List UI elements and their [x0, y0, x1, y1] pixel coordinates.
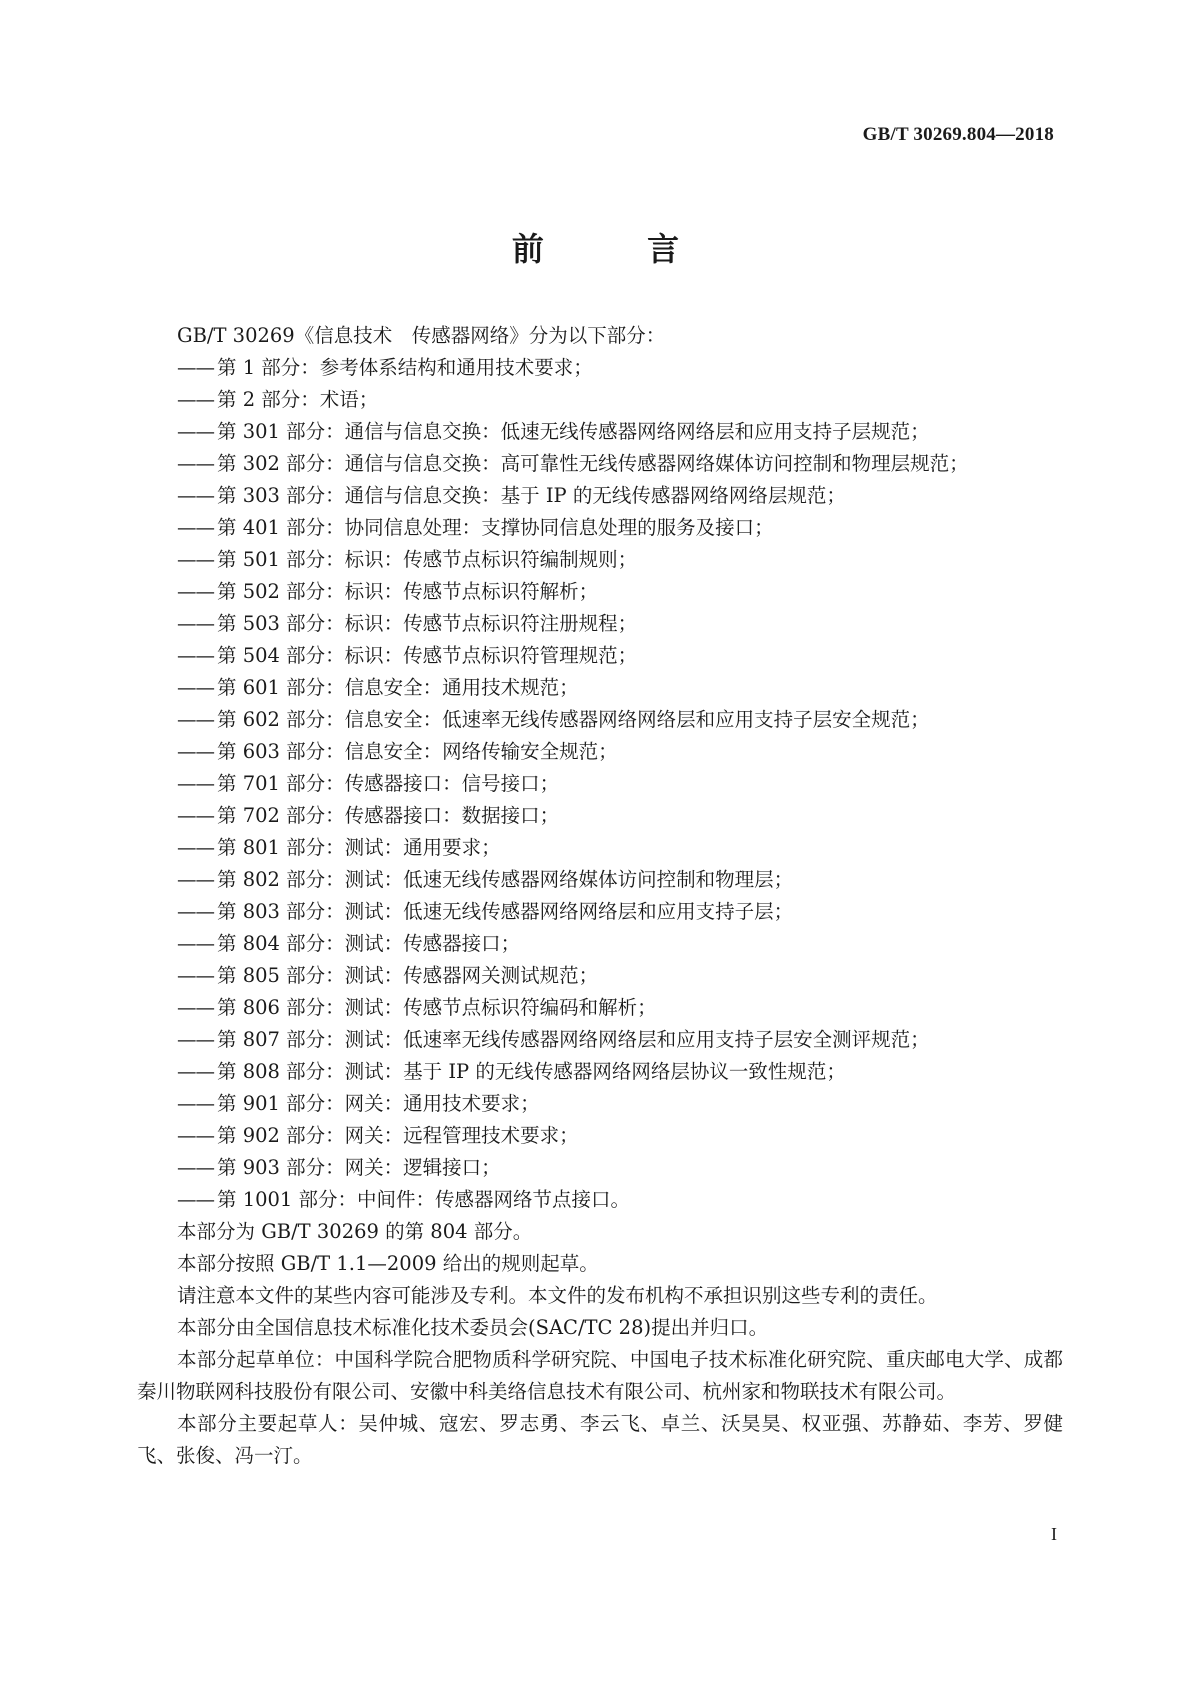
part-list-item: [137, 864, 1063, 896]
dash-bullet: ——: [177, 1028, 214, 1051]
part-list-item: [137, 512, 1063, 544]
part-list-item: [137, 544, 1063, 576]
standard-code: GB/T 30269.804—2018: [862, 124, 1054, 145]
part-list-item: [137, 704, 1063, 736]
part-list-item-text: 第 1001 部分：中间件：传感器网络节点接口。: [217, 1188, 631, 1211]
part-list-item-text: 第 804 部分：测试：传感器接口；: [217, 932, 521, 955]
paragraph-drafting-units: 本部分起草单位：中国科学院合肥物质科学研究院、中国电子技术标准化研究院、重庆邮电大学、成都秦川物联网科技股份有限公司、安徽中科美络信息技术有限公司、杭州家和物联技术有限公司。: [137, 1348, 1063, 1403]
dash-bullet: ——: [177, 1156, 214, 1179]
dash-bullet: ——: [177, 932, 214, 955]
dash-bullet: ——: [177, 900, 214, 923]
part-list-item: [137, 480, 1063, 512]
part-list-item-text: 第 302 部分：通信与信息交换：高可靠性无线传感器网络媒体访问控制和物理层规范；: [217, 452, 969, 475]
part-list-item: [137, 672, 1063, 704]
part-list-item-text: 第 602 部分：信息安全：低速率无线传感器网络网络层和应用支持子层安全规范；: [217, 708, 930, 731]
part-list-item: [137, 1184, 1063, 1216]
part-list-item: [137, 800, 1063, 832]
part-list-item: [137, 384, 1063, 416]
paragraph-part-number: 本部分为 GB/T 30269 的第 804 部分。: [177, 1220, 533, 1243]
part-list-item: [137, 1024, 1063, 1056]
dash-bullet: ——: [177, 1060, 214, 1083]
dash-bullet: ——: [177, 964, 214, 987]
dash-bullet: ——: [177, 868, 214, 891]
dash-bullet: ——: [177, 484, 214, 507]
dash-bullet: ——: [177, 1092, 214, 1115]
part-list-item: [137, 1088, 1063, 1120]
part-list-item-text: 第 2 部分：术语；: [217, 388, 379, 411]
part-list-item-text: 第 802 部分：测试：低速无线传感器网络媒体访问控制和物理层；: [217, 868, 794, 891]
dash-bullet: ——: [177, 836, 214, 859]
paragraph-proposer: 本部分由全国信息技术标准化技术委员会(SAC/TC 28)提出并归口。: [177, 1316, 769, 1339]
part-list-item-text: 第 901 部分：网关：通用技术要求；: [217, 1092, 540, 1115]
part-list-item: [137, 768, 1063, 800]
part-list-item-text: 第 503 部分：标识：传感节点标识符注册规程；: [217, 612, 638, 635]
part-list-item: [137, 1120, 1063, 1152]
preface-body: [137, 320, 1063, 1472]
part-list-item-text: 第 902 部分：网关：远程管理技术要求；: [217, 1124, 579, 1147]
paragraph-drafters: 本部分主要起草人：吴仲城、寇宏、罗志勇、李云飞、卓兰、沃昊昊、权亚强、苏静茹、李芳、罗健飞、张俊、冯一汀。: [137, 1412, 1063, 1467]
part-list-item: [137, 1056, 1063, 1088]
part-list-item: [137, 736, 1063, 768]
parts-list: [137, 352, 1063, 1216]
part-list-item: [137, 960, 1063, 992]
dash-bullet: ——: [177, 516, 214, 539]
part-list-item: [137, 832, 1063, 864]
part-list-item: [137, 992, 1063, 1024]
dash-bullet: ——: [177, 740, 214, 763]
paragraph-drafting-rules: 本部分按照 GB/T 1.1—2009 给出的规则起草。: [177, 1252, 599, 1275]
dash-bullet: ——: [177, 804, 214, 827]
dash-bullet: ——: [177, 644, 214, 667]
part-list-item-text: 第 502 部分：标识：传感节点标识符解析；: [217, 580, 599, 603]
part-list-item-text: 第 806 部分：测试：传感节点标识符编码和解析；: [217, 996, 657, 1019]
part-list-item-text: 第 401 部分：协同信息处理：支撑协同信息处理的服务及接口；: [217, 516, 774, 539]
dash-bullet: ——: [177, 676, 214, 699]
part-list-item-text: 第 808 部分：测试：基于 IP 的无线传感器网络网络层协议一致性规范；: [217, 1060, 846, 1083]
part-list-item-text: 第 807 部分：测试：低速率无线传感器网络网络层和应用支持子层安全测评规范；: [217, 1028, 930, 1051]
dash-bullet: ——: [177, 548, 214, 571]
part-list-item-text: 第 504 部分：标识：传感节点标识符管理规范；: [217, 644, 638, 667]
dash-bullet: ——: [177, 996, 214, 1019]
part-list-item-text: 第 805 部分：测试：传感器网关测试规范；: [217, 964, 599, 987]
part-list-item: [137, 416, 1063, 448]
part-list-item: [137, 640, 1063, 672]
part-list-item: [137, 928, 1063, 960]
part-list-item-text: 第 702 部分：传感器接口：数据接口；: [217, 804, 560, 827]
page-number: I: [1051, 1524, 1057, 1544]
part-list-item: [137, 1152, 1063, 1184]
dash-bullet: ——: [177, 388, 214, 411]
part-list-item-text: 第 801 部分：测试：通用要求；: [217, 836, 501, 859]
part-list-item: [137, 576, 1063, 608]
paragraph-patent-notice: 请注意本文件的某些内容可能涉及专利。本文件的发布机构不承担识别这些专利的责任。: [177, 1284, 938, 1307]
dash-bullet: ——: [177, 420, 214, 443]
part-list-item-text: 第 803 部分：测试：低速无线传感器网络网络层和应用支持子层；: [217, 900, 794, 923]
dash-bullet: ——: [177, 1188, 214, 1211]
dash-bullet: ——: [177, 772, 214, 795]
part-list-item-text: 第 601 部分：信息安全：通用技术规范；: [217, 676, 579, 699]
part-list-item: [137, 448, 1063, 480]
part-list-item-text: 第 603 部分：信息安全：网络传输安全规范；: [217, 740, 618, 763]
dash-bullet: ——: [177, 356, 214, 379]
part-list-item-text: 第 301 部分：通信与信息交换：低速无线传感器网络网络层和应用支持子层规范；: [217, 420, 930, 443]
dash-bullet: ——: [177, 580, 214, 603]
part-list-item: [137, 896, 1063, 928]
part-list-item: [137, 608, 1063, 640]
part-list-item: [137, 352, 1063, 384]
dash-bullet: ——: [177, 452, 214, 475]
part-list-item-text: 第 501 部分：标识：传感节点标识符编制规则；: [217, 548, 638, 571]
part-list-item-text: 第 903 部分：网关：逻辑接口；: [217, 1156, 501, 1179]
intro-paragraph: GB/T 30269《信息技术 传感器网络》分为以下部分：: [177, 324, 666, 347]
part-list-item-text: 第 701 部分：传感器接口：信号接口；: [217, 772, 560, 795]
part-list-item-text: 第 303 部分：通信与信息交换：基于 IP 的无线传感器网络网络层规范；: [217, 484, 846, 507]
dash-bullet: ——: [177, 1124, 214, 1147]
dash-bullet: ——: [177, 708, 214, 731]
dash-bullet: ——: [177, 612, 214, 635]
page-title: 前 言: [511, 230, 726, 268]
part-list-item-text: 第 1 部分：参考体系结构和通用技术要求；: [217, 356, 593, 379]
